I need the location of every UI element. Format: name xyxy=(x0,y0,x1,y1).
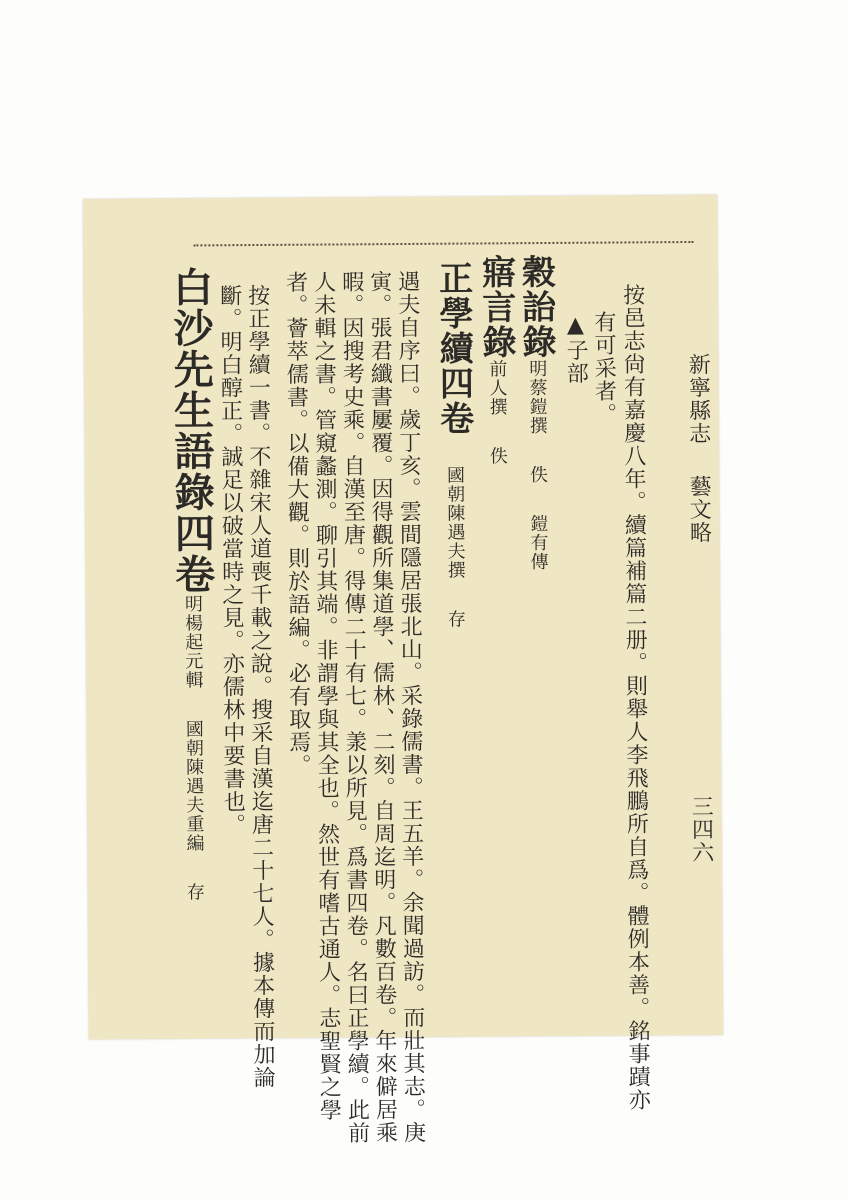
text-column-11: 者。薈萃儒書。以備大觀。則於語編。必有取焉。 xyxy=(282,270,312,777)
text-column-10: 人未輯之書。管窺蠡測。聊引其端。非謂學與其全也。然世有嗜古通人。志聖賢之學 xyxy=(310,270,342,1122)
page-number: 三四六 xyxy=(688,794,714,865)
entry-status: 佚 xyxy=(486,446,508,466)
top-dotted-rule xyxy=(193,241,693,246)
entry-status: 佚 xyxy=(526,464,549,485)
entry-baisha xyxy=(162,266,223,901)
entry-title: 白沙先生語錄四卷 xyxy=(166,266,216,595)
section-title: 藝文略 xyxy=(686,474,712,545)
entry-zhengxuexu xyxy=(429,260,481,628)
text-column-13: 斷。明白醇正。誠足以破當時之見。亦儒林中要書也。 xyxy=(216,284,246,837)
entry-title: 穀詒錄 xyxy=(515,253,557,360)
text-column-7: 遇夫自序曰。歲丁亥。雲間隱居張北山。采錄儒書。王五羊。余聞過訪。而壯其志。庚 xyxy=(394,269,426,1145)
entry-title: 正學續四卷 xyxy=(432,260,474,436)
text-column-2: 有可采者。 xyxy=(590,310,617,426)
text-column-1: 按邑志尙有嘉慶八年。續篇補篇二册。則舉人李飛鵬所自爲。體例本善。銘事蹟亦 xyxy=(619,283,651,1112)
entry-author: 前人撰 xyxy=(486,359,508,417)
book-title: 新寧縣志 xyxy=(685,352,711,446)
document-page xyxy=(83,195,723,1145)
entry-author: 明楊起元輯 xyxy=(181,594,204,690)
entry-status: 存 xyxy=(183,882,205,902)
entry-note: 鎧有傳 xyxy=(527,513,549,572)
entry-title: 寤言錄 xyxy=(475,254,517,360)
entry-wuyanlu xyxy=(471,254,521,465)
text-column-9: 暇。因搜考史乘。自漢至唐。得傳二十有七。羕以所見。爲書四卷。名曰正學續。此前 xyxy=(338,270,370,1145)
entry-author: 明蔡鎧撰 xyxy=(526,358,548,436)
entry-status: 存 xyxy=(444,609,467,629)
text-column-8: 寅。張君纖書屢覆。因得觀所集道學、儒林、二刻。自周迄明。凡數百卷。年來僻居乘 xyxy=(366,270,398,1145)
entry-author: 國朝陳遇夫撰 xyxy=(443,465,466,580)
text-column-12: 按正學續一書。不雜宋人道喪千載之說。搜采自漢迄唐二十七人。據本傳而加論 xyxy=(244,283,276,1090)
header-column xyxy=(682,353,714,544)
entry-editor: 國朝陳遇夫重編 xyxy=(182,719,205,853)
subsection-heading: ▲子部 xyxy=(562,312,589,385)
